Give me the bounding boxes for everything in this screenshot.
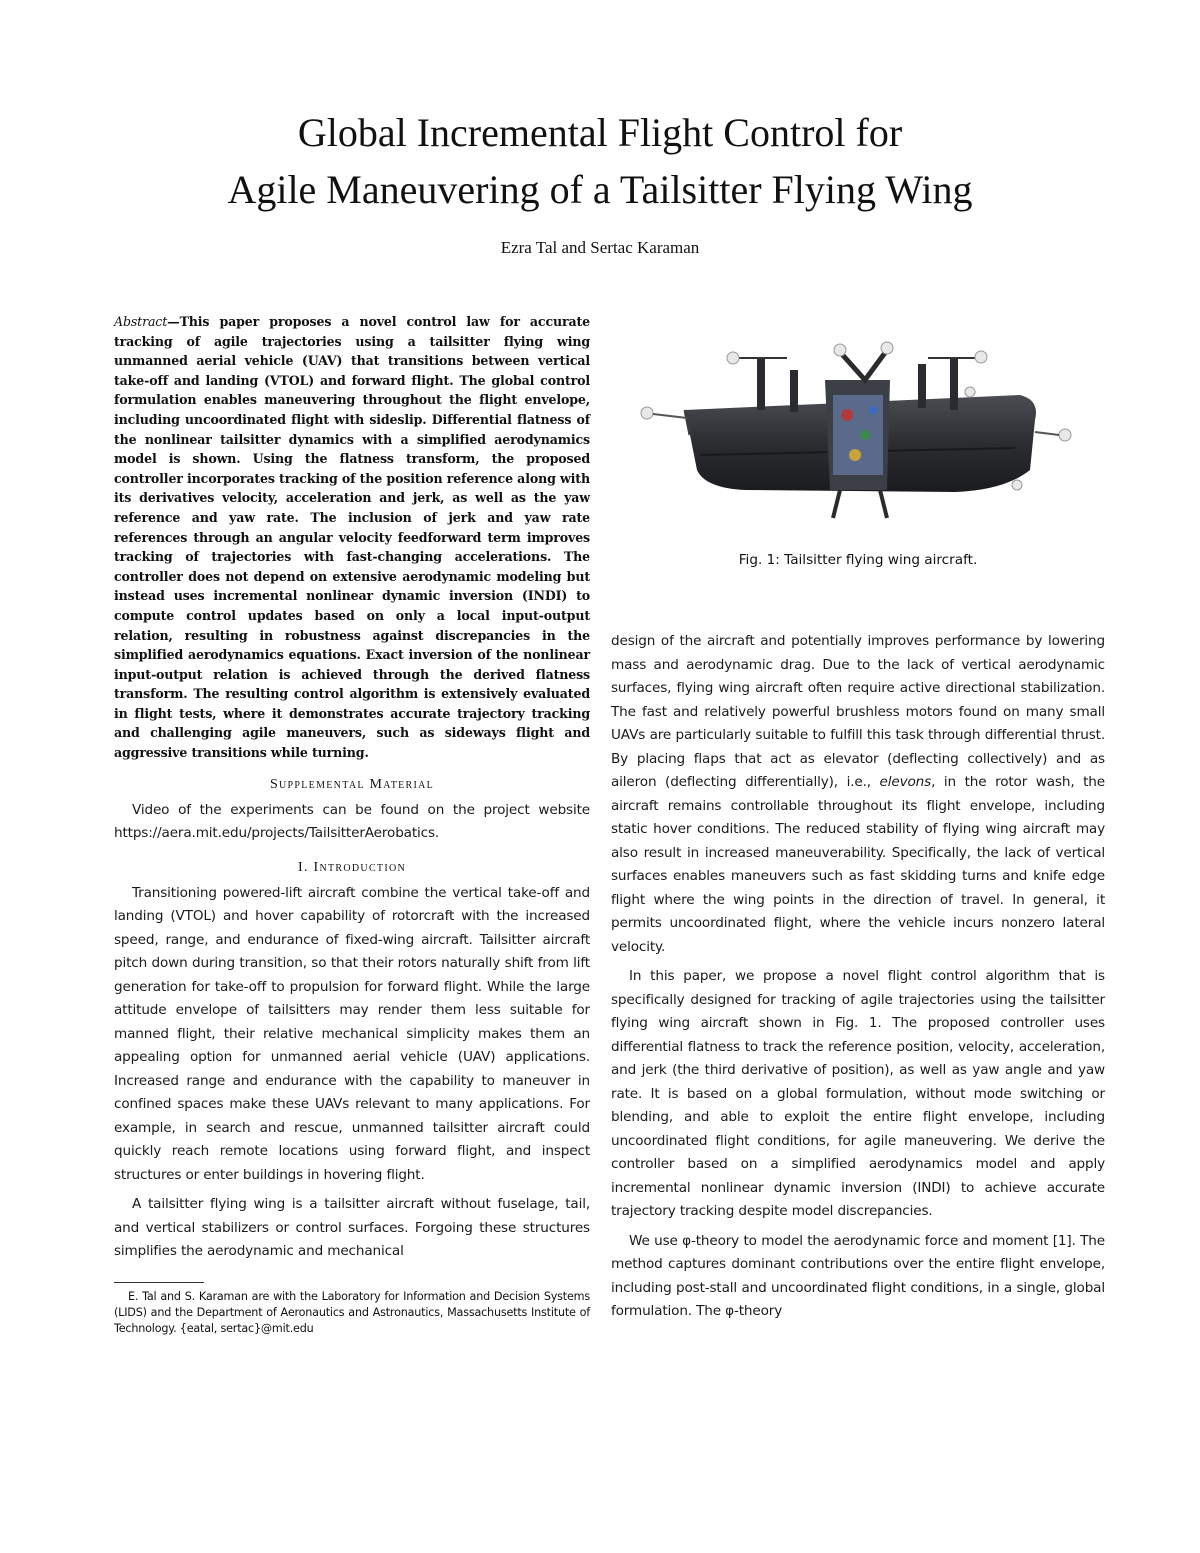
paper-title <box>0 104 1200 218</box>
figure-caption: Fig. 1: Tailsitter flying wing aircraft. <box>738 552 978 568</box>
intro-p2-cont-a: design of the aircraft and potentially improves performance by lowering mass and aerodynamic drag. Due to the lack of vertical aerodynamic surfaces, flying wing aircraft often require active directional stabilization. The fast and relatively powerful brushless motors found on many small UAVs are particularly suitable to fulfill this task through differential thrust. By placing flaps that act as elevator (deflecting collectively) and as aileron (deflecting differentially), i.e., <box>611 633 1105 790</box>
title-line-2: Agile Maneuvering of a Tailsitter Flying Wing <box>227 167 973 212</box>
tailsitter-aircraft-image <box>625 340 1095 540</box>
authors: Ezra Tal and Sertac Karaman <box>500 238 700 257</box>
intro-paragraph-2: A tailsitter flying wing is a tailsitter aircraft without fuselage, tail, and vertical stabilizers or control surfaces. Forgoing these structures simplifies the aerodynamic and mechanical <box>114 1196 590 1260</box>
intro-paragraph-1: Transitioning powered-lift aircraft combine the vertical take-off and landing (VTOL) and hover capability of rotorcraft with the increased speed, range, and endurance of fixed-wing aircraft. Tailsitter aircraft pitch down during transition, so that their rotors naturally shift from lift generation for take-off to propulsion for forward flight. While the large attitude envelope of tailsitters may render them less suitable for manned flight, their relative mechanical simplicity makes them an appealing option for unmanned aerial vehicle (UAV) applications. Increased range and endurance with the capability to maneuver in confined spaces make these UAVs relevant to many applications. For example, in search and rescue, unmanned tailsitter aircraft could quickly reach remote locations using forward flight, and inspect structures or enter buildings in hovering flight. <box>114 884 590 1183</box>
supplemental-heading: Supplemental Material <box>269 776 435 792</box>
left-column <box>114 312 590 1337</box>
title-line-1: Global Incremental Flight Control for <box>297 110 903 155</box>
intro-paragraph-2-continued <box>611 630 1105 959</box>
abstract-text: —This paper proposes a novel control law for accurate tracking of agile trajectories using a tailsitter flying wing unmanned aerial vehicle (UAV) that transitions between vertical take-off and landing (VTOL) and forward flight. The global control formulation enables maneuvering throughout the flight envelope, including uncoordinated flight with sideslip. Differential flatness of the nonlinear tailsitter dynamics with a simplified aerodynamics model is shown. Using the flatness transform, the proposed controller incorporates tracking of the position reference along with its derivatives velocity, acceleration and jerk, as well as the yaw reference and yaw rate. The inclusion of jerk and yaw rate references through an angular velocity feedforward term improves tracking of trajectories with fast-changing accelerations. The controller does not depend on extensive aerodynamic modeling but instead uses incremental nonlinear dynamic inversion (INDI) to compute control updates based on only a local input-output relation, resulting in robustness against discrepancies in the simplified aerodynamics equations. Exact inversion of the nonlinear input-output relation is achieved through the derived flatness transform. The resulting control algorithm is extensively evaluated in flight tests, where it demonstrates accurate trajectory tracking and challenging agile maneuvers, such as sideways flight and aggressive transitions while turning. <box>114 314 590 761</box>
introduction-heading: I. Introduction <box>297 859 407 875</box>
right-column <box>611 630 1105 1324</box>
intro-paragraph-3: In this paper, we propose a novel flight control algorithm that is specifically designed for tracking of agile trajectories using the tailsitter flying wing aircraft shown in Fig. 1. The proposed controller uses differential flatness to track the reference position, velocity, acceleration, and jerk (the third derivative of position), as well as yaw angle and yaw rate. It is based on a global formulation, without mode switching or blending, and able to exploit the entire flight envelope, including uncoordinated flight conditions, for agile maneuvering. We derive the controller based on a simplified aerodynamics model and apply incremental nonlinear dynamic inversion (INDI) to achieve accurate trajectory tracking despite model discrepancies. <box>611 968 1105 1219</box>
supplemental-text: Video of the experiments can be found on the project website https://aera.mit.edu/projects/TailsitterAerobatics. <box>114 801 590 842</box>
author-footnote: E. Tal and S. Karaman are with the Laboratory for Information and Decision Systems (LIDS) and the Department of Aeronautics and Astronautics, Massachusetts Institute of Technology. {eatal, sertac}@mit.edu <box>114 1289 590 1335</box>
abstract <box>114 312 590 763</box>
intro-paragraph-4: We use φ-theory to model the aerodynamic force and moment [1]. The method captures dominant contributions over the entire flight envelope, including post-stall and uncoordinated flight conditions, in a single, global formulation. The φ-theory <box>611 1232 1105 1319</box>
tailsitter-aircraft-figure <box>625 340 1095 540</box>
intro-p2-cont-b: , in the rotor wash, the aircraft remains controllable throughout its flight envelope, including static hover conditions. The reduced stability of flying wing aircraft may also result in increased maneuverability. Specifically, the lack of vertical surfaces enables maneuvers such as fast skidding turns and knife edge flight where the wing points in the direction of travel. In general, it permits uncoordinated flight, where the vehicle incurs nonzero lateral velocity. <box>611 774 1105 955</box>
footnote-divider <box>114 1282 204 1283</box>
abstract-lead: Abstract <box>114 314 168 329</box>
elevons-term: elevons <box>879 774 932 790</box>
